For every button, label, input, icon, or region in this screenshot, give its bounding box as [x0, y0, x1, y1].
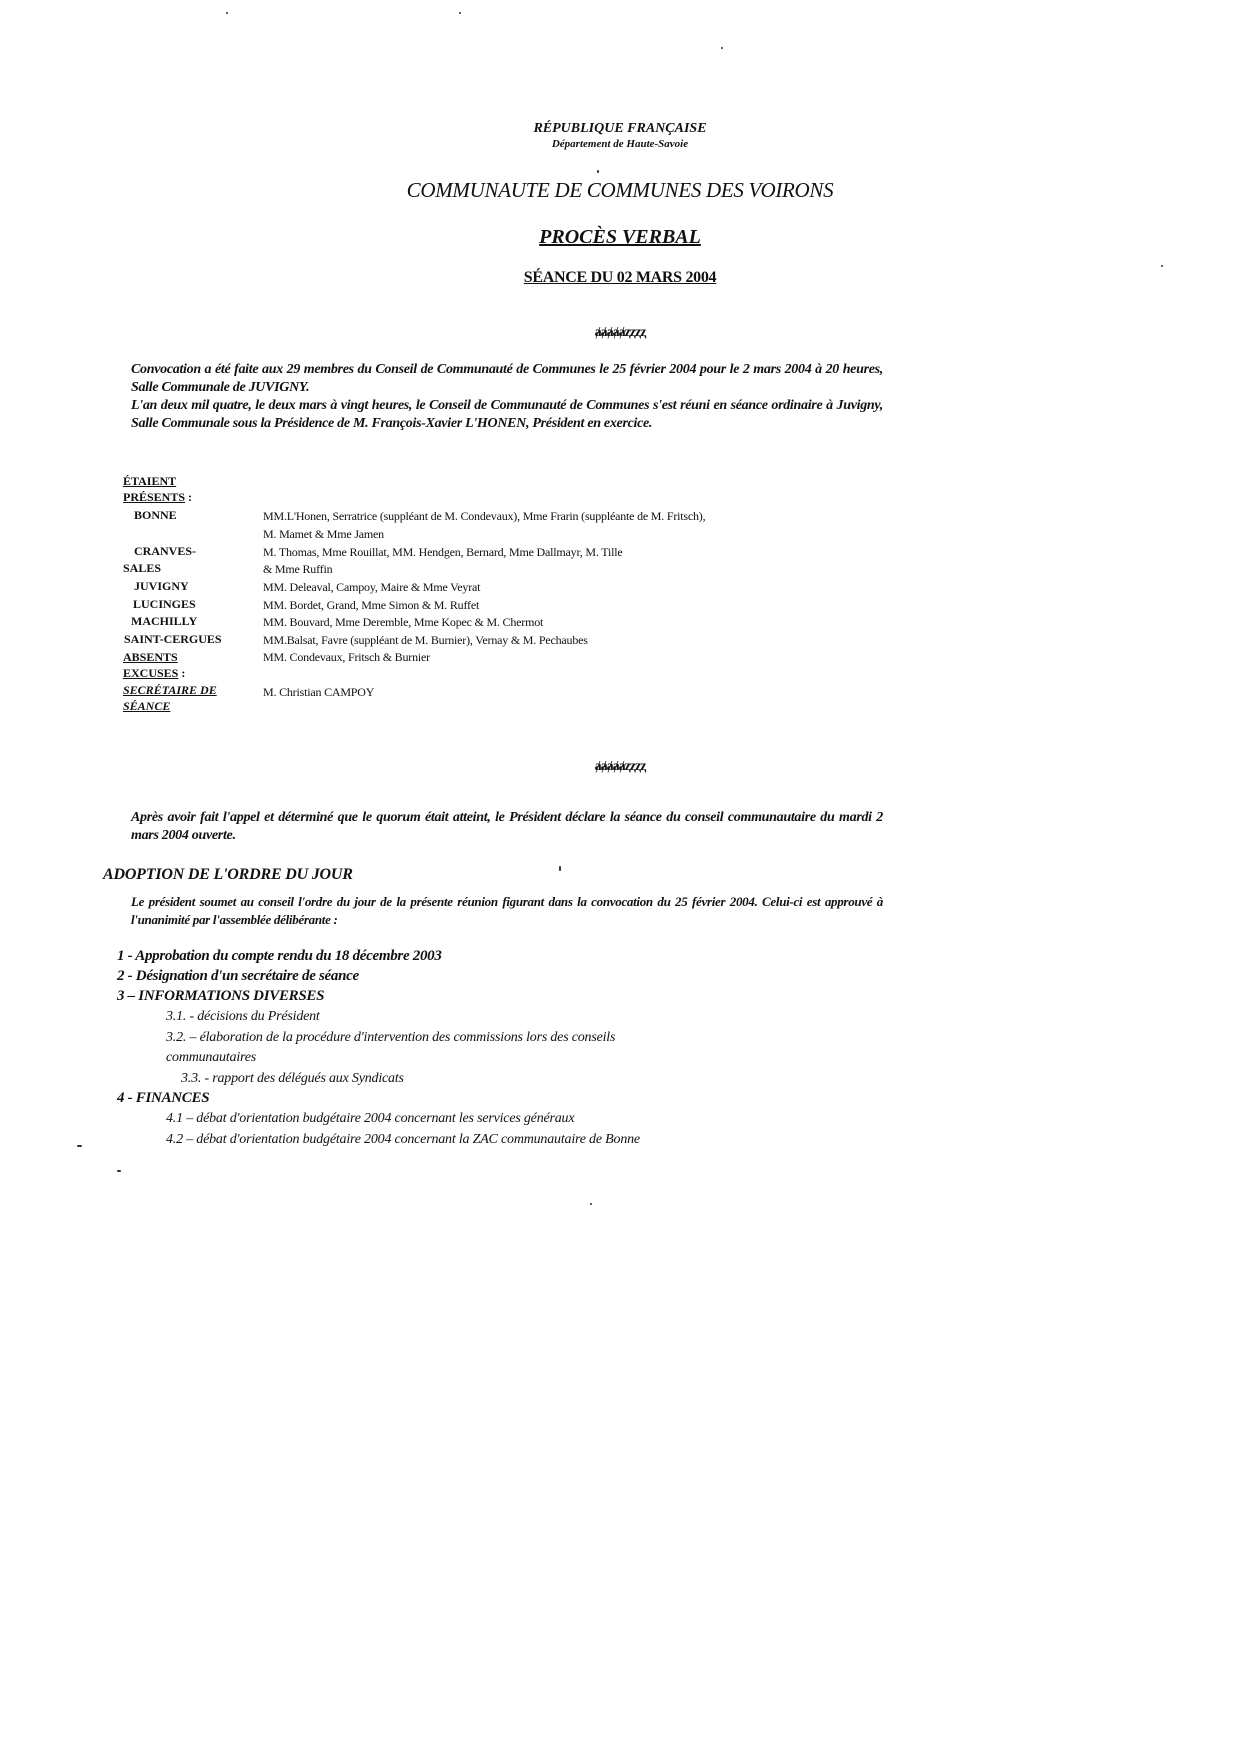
convocation-paragraph — [131, 361, 883, 433]
agenda-item-3-2: 3.2. – élaboration de la procédure d'intervention des commissions lors des conseils — [166, 1030, 616, 1045]
secretary-name: M. Christian CAMPOY — [263, 685, 375, 699]
commune-cranves-1: CRANVES- — [134, 544, 197, 558]
document-type: PROCÈS VERBAL — [539, 226, 701, 248]
absent-label-1: ABSENTS — [123, 650, 178, 664]
commune-juvigny: JUVIGNY — [134, 579, 189, 593]
commune-saint-cergues: SAINT-CERGUES — [124, 632, 222, 646]
present-label-1: ÉTAIENT — [123, 474, 177, 488]
commune-cranves-2: SALES — [123, 561, 162, 575]
agenda-intro: Le président soumet au conseil l'ordre du jour de la présente réunion figurant dans la convocation du 25 février 2004. Celui-ci est approuvé à l'unanimité par l'assemblée délibérante : — [131, 894, 883, 927]
agenda-item-1: 1 - Approbation du compte rendu du 18 décembre 2003 — [117, 948, 442, 964]
absent-label — [123, 665, 185, 681]
agenda-item-3-3: 3.3. - rapport des délégués aux Syndicats — [181, 1071, 404, 1086]
scan-speck — [597, 170, 599, 173]
members-cranves-1: M. Thomas, Mme Rouillat, MM. Hendgen, Bernard, Mme Dallmayr, M. Tille — [263, 545, 623, 559]
present-label-2: PRÉSENTS — [123, 490, 186, 504]
convocation-text: Convocation a été faite aux 29 membres du Conseil de Communauté de Communes le 25 février 2004 pour le 2 mars 2004 à 20 heures, Salle Communale de JUVIGNY. — [131, 362, 883, 395]
absent-colon: : — [181, 666, 186, 680]
department-heading: Département de Haute-Savoie — [551, 138, 689, 150]
secretary-label-2: SÉANCE — [123, 699, 171, 713]
commune-bonne: BONNE — [134, 508, 177, 522]
agenda-item-3-2-cont: communautaires — [166, 1050, 257, 1065]
scan-speck — [226, 12, 228, 14]
agenda-intro-paragraph — [131, 893, 883, 929]
members-lucinges: MM. Bordet, Grand, Mme Simon & M. Ruffet — [263, 598, 480, 612]
scan-speck — [590, 1203, 592, 1205]
republic-heading: RÉPUBLIQUE FRANÇAISE — [533, 121, 707, 136]
members-juvigny: MM. Deleaval, Campoy, Maire & Mme Veyrat — [263, 580, 481, 594]
scan-speck — [721, 47, 723, 49]
commune-machilly: MACHILLY — [131, 614, 198, 628]
members-bonne-1: MM.L'Honen, Serratrice (suppléant de M. Condevaux), Mme Frarin (suppléante de M. Fritsch), — [263, 509, 706, 523]
agenda-item-4-2: 4.2 – débat d'orientation budgétaire 2004 concernant la ZAC communautaire de Bonne — [166, 1132, 640, 1147]
agenda-item-3: 3 – INFORMATIONS DIVERSES — [117, 988, 325, 1004]
agenda-item-4-1: 4.1 – débat d'orientation budgétaire 2004 concernant les services généraux — [166, 1111, 575, 1126]
scan-speck — [459, 12, 461, 14]
quorum-paragraph — [131, 809, 883, 845]
meeting-text: L'an deux mil quatre, le deux mars à vingt heures, le Conseil de Communauté de Communes s'est réuni en séance ordinaire à Juvigny, Salle Communale sous la Présidence de M. François-Xavier L'HONEN, Président en exercice. — [131, 398, 883, 431]
members-bonne-2: M. Mamet & Mme Jamen — [263, 527, 384, 541]
agenda-item-2: 2 - Désignation d'un secrétaire de séance — [117, 968, 359, 984]
members-machilly: MM. Bouvard, Mme Deremble, Mme Kopec & M. Chermot — [263, 615, 544, 629]
ornament-divider-top: ⱥⱥⱥⱥⱥⱬⱬⱬⱬ — [594, 325, 646, 340]
agenda-item-3-1: 3.1. - décisions du Président — [166, 1009, 320, 1024]
scan-speck — [559, 866, 561, 871]
session-date: SÉANCE DU 02 MARS 2004 — [523, 269, 717, 286]
document-title: COMMUNAUTE DE COMMUNES DES VOIRONS — [406, 178, 834, 202]
secretary-label-1: SECRÉTAIRE DE — [123, 683, 217, 697]
members-cranves-2: & Mme Ruffin — [263, 562, 333, 576]
scan-speck — [117, 1170, 121, 1172]
scan-speck — [1161, 265, 1163, 267]
members-saint-cergues: MM.Balsat, Favre (suppléant de M. Burnier), Vernay & M. Pechaubes — [263, 633, 588, 647]
quorum-text: Après avoir fait l'appel et déterminé que le quorum était atteint, le Président déclare la séance du conseil communautaire du mardi 2 mars 2004 ouverte. — [131, 810, 883, 843]
scan-speck — [77, 1145, 82, 1147]
agenda-heading: ADOPTION DE L'ORDRE DU JOUR — [103, 866, 353, 883]
present-label — [123, 489, 192, 505]
absent-names: MM. Condevaux, Fritsch & Burnier — [263, 650, 430, 664]
present-colon: : — [188, 490, 193, 504]
ornament-divider-bottom: ⱥⱥⱥⱥⱥⱬⱬⱬⱬ — [594, 759, 646, 774]
commune-lucinges: LUCINGES — [133, 597, 196, 611]
absent-label-2: EXCUSES — [123, 666, 179, 680]
agenda-item-4: 4 - FINANCES — [117, 1090, 210, 1106]
